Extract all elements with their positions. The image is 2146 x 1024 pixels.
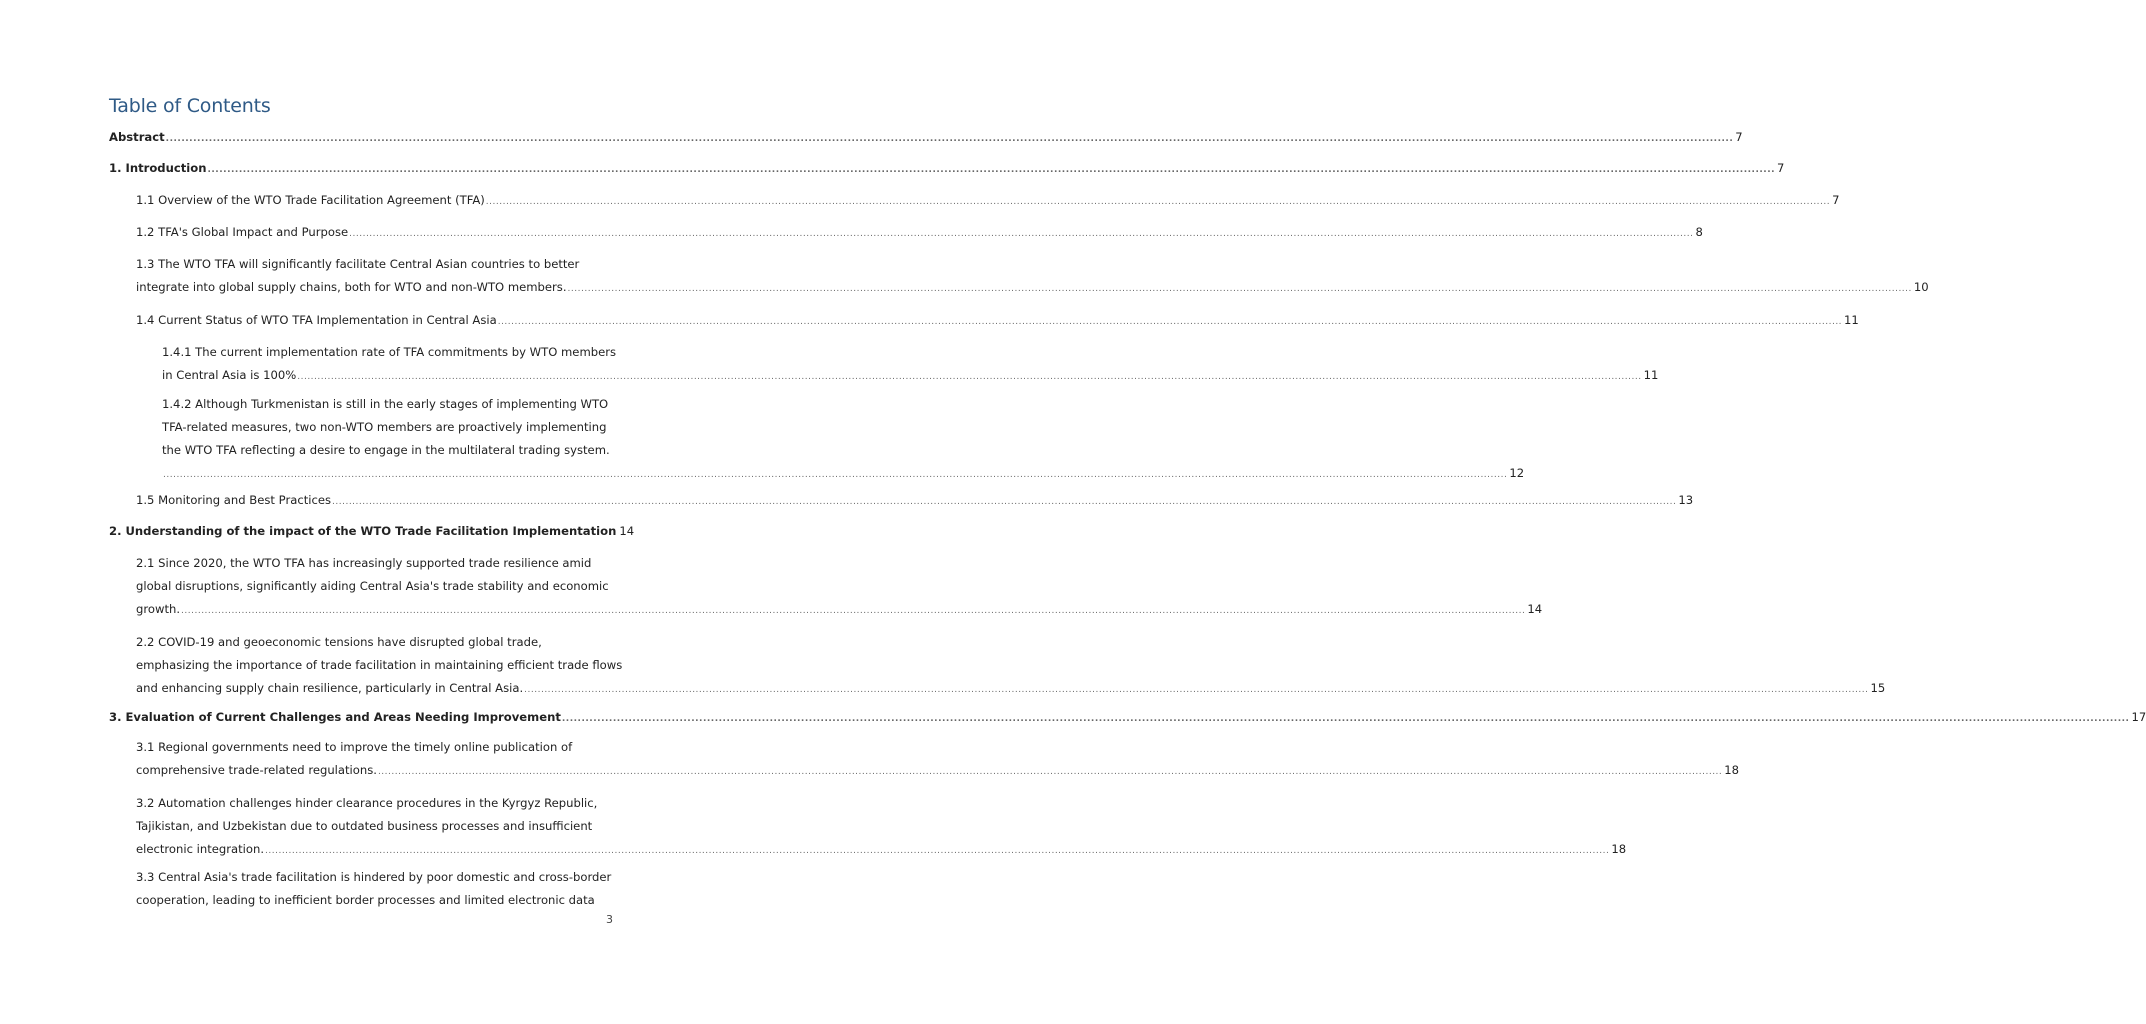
toc-entry-line: 2.1 Since 2020, the WTO TFA has increasingly supported trade resilience amid xyxy=(136,556,592,570)
toc-entry-page: 15 xyxy=(1870,681,1886,695)
toc-entry-page: 18 xyxy=(1611,842,1627,856)
toc-entry-line: TFA-related measures, two non-WTO members are proactively implementing xyxy=(162,420,607,434)
toc-entry-text: electronic integration. xyxy=(136,842,265,856)
toc-entry-text: growth. xyxy=(136,602,181,616)
toc-entry[interactable] xyxy=(162,393,1525,485)
toc-entry-page: 8 xyxy=(1695,225,1703,239)
leader-dots: ................................................................................................................................................................................................................................................................................................................................................................................................................ xyxy=(561,714,2130,724)
toc-entry-line: cooperation, leading to inefficient border processes and limited electronic data xyxy=(136,893,595,907)
toc-entry-text: integrate into global supply chains, both for WTO and non-WTO members. xyxy=(136,280,567,294)
toc-entry-text: 2. Understanding of the impact of the WTO Trade Facilitation Implementation xyxy=(109,524,617,538)
toc-entry-page: 7 xyxy=(1735,130,1743,144)
leader-dots: ................................................................................................................................................................................................................................................................................................................................................................................................................ xyxy=(567,284,1912,294)
leader-dots: ................................................................................................................................................................................................................................................................................................................................................................................................................ xyxy=(181,606,1526,616)
toc-entry-line: emphasizing the importance of trade facilitation in maintaining efficient trade flows xyxy=(136,658,623,672)
toc-entry[interactable] xyxy=(136,792,1627,861)
toc-entry-line: 1.4.1 The current implementation rate of TFA commitments by WTO members xyxy=(162,345,617,359)
toc-entry[interactable] xyxy=(136,489,1694,512)
toc-entry-line: Tajikistan, and Uzbekistan due to outdated business processes and insufficient xyxy=(136,819,593,833)
toc-entry-text: Abstract xyxy=(109,130,165,144)
toc-entry-line: global disruptions, significantly aiding Central Asia's trade stability and economic xyxy=(136,579,609,593)
toc-entry[interactable] xyxy=(109,157,1785,180)
toc-entry-page: 12 xyxy=(1509,466,1525,480)
toc-entry-page: 14 xyxy=(1527,602,1543,616)
toc-entry-page: 17 xyxy=(2131,710,2146,724)
leader-dots: ................................................................................................................................................................................................................................................................................................................................................................................................................ xyxy=(265,846,1610,856)
toc-entry-page: 10 xyxy=(1913,280,1929,294)
toc-entry-line: the WTO TFA reflecting a desire to engage in the multilateral trading system. xyxy=(162,443,610,457)
toc-entry-text: 1.5 Monitoring and Best Practices xyxy=(136,493,332,507)
toc-entry-text: and enhancing supply chain resilience, particularly in Central Asia. xyxy=(136,681,524,695)
leader-dots: ................................................................................................................................................................................................................................................................................................................................................................................................................ xyxy=(485,197,1831,207)
leader-dots: ................................................................................................................................................................................................................................................................................................................................................................................................................ xyxy=(524,685,1869,695)
toc-entry-line: 1.3 The WTO TFA will significantly facilitate Central Asian countries to better xyxy=(136,257,580,271)
leader-dots: ................................................................................................................................................................................................................................................................................................................................................................................................................ xyxy=(165,134,1734,144)
toc-entry-page: 18 xyxy=(1724,763,1740,777)
toc-entry[interactable] xyxy=(136,866,613,912)
toc-entry-page: 11 xyxy=(1643,368,1659,382)
toc-entry-text: 1.4 Current Status of WTO TFA Implementation in Central Asia xyxy=(136,313,497,327)
toc-entry[interactable] xyxy=(136,253,1929,299)
leader-dots: ................................................................................................................................................................................................................................................................................................................................................................................................................ xyxy=(163,470,1508,480)
toc-title: Table of Contents xyxy=(109,95,271,117)
toc-entry-page: 11 xyxy=(1844,313,1859,327)
leader-dots: ................................................................................................................................................................................................................................................................................................................................................................................................................ xyxy=(332,497,1677,507)
leader-dots: ................................................................................................................................................................................................................................................................................................................................................................................................................ xyxy=(297,372,1642,382)
leader-dots: ................................................................................................................................................................................................................................................................................................................................................................................................................ xyxy=(377,767,1723,777)
toc-entry-line: 3.3 Central Asia's trade facilitation is hindered by poor domestic and cross-border xyxy=(136,870,612,884)
toc-entry[interactable] xyxy=(109,520,635,543)
toc-entry-page: 13 xyxy=(1678,493,1694,507)
toc-entry-text: 1.1 Overview of the WTO Trade Facilitation Agreement (TFA) xyxy=(136,193,485,207)
toc-entry-text: 1. Introduction xyxy=(109,161,207,175)
toc-entry-line: 3.1 Regional governments need to improve the timely online publication of xyxy=(136,740,573,754)
toc-entry[interactable] xyxy=(162,341,1659,387)
toc-entry-line: 2.2 COVID-19 and geoeconomic tensions have disrupted global trade, xyxy=(136,635,542,649)
toc-entry-text: 3. Evaluation of Current Challenges and Areas Needing Improvement xyxy=(109,710,561,724)
toc-entry[interactable] xyxy=(136,189,1840,212)
toc-entry-line: 1.4.2 Although Turkmenistan is still in the early stages of implementing WTO xyxy=(162,397,609,411)
page-number: 3 xyxy=(606,913,613,926)
toc-entry-text: in Central Asia is 100% xyxy=(162,368,297,382)
leader-dots: ................................................................................................................................................................................................................................................................................................................................................................................................................ xyxy=(497,317,1843,327)
toc-entry[interactable] xyxy=(109,706,2146,729)
toc-entry-text: comprehensive trade-related regulations. xyxy=(136,763,377,777)
toc-entry-page: 14 xyxy=(619,524,635,538)
toc-entry-page: 7 xyxy=(1832,193,1840,207)
leader-dots: ................................................................................................................................................................................................................................................................................................................................................................................................................ xyxy=(207,165,1776,175)
toc-entry[interactable] xyxy=(136,552,1543,621)
leader-dots: ................................................................................................................................................................................................................................................................................................................................................................................................................ xyxy=(349,229,1694,239)
toc-entry-page: 7 xyxy=(1777,161,1785,175)
toc-entry[interactable] xyxy=(136,309,1859,332)
toc-entry[interactable] xyxy=(109,126,1743,149)
toc-entry[interactable] xyxy=(136,631,1886,700)
toc-entry-text: 1.2 TFA's Global Impact and Purpose xyxy=(136,225,349,239)
toc-entry[interactable] xyxy=(136,221,1703,244)
toc-entry[interactable] xyxy=(136,736,1740,782)
toc-entry-line: 3.2 Automation challenges hinder clearance procedures in the Kyrgyz Republic, xyxy=(136,796,598,810)
